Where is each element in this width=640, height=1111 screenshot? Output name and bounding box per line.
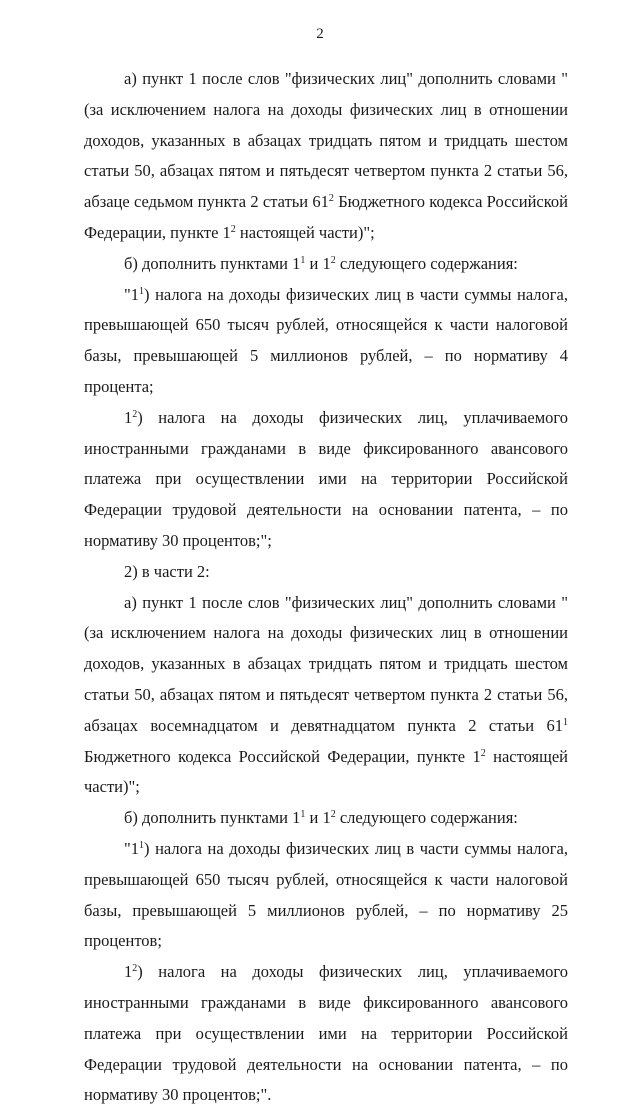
superscript: 1	[139, 285, 144, 297]
text-run: ) налога на доходы физических лиц в части суммы налога, превышающей 650 тысяч рублей, относящейся к части налоговой базы, превышающей 5 миллионов рублей, – по нормативу 25 процентов;	[84, 838, 568, 951]
superscript: 2	[230, 223, 236, 235]
text-run: 1	[124, 407, 133, 427]
text-run: а) пункт 1 после слов "физических лиц" дополнить словами "(за исключением налога на доходы физических лиц в отношении доходов, указанных в абзацах тридцать пятом и тридцать шестом статьи 50, абзацах пятом и пятьдесят четвертом пункта 2 статьи 56, абзацах восемнадцатом и девятнадцатом пункта 2 статьи 61	[84, 592, 568, 735]
superscript: 1	[300, 809, 306, 821]
text-run: и 1	[305, 253, 331, 273]
superscript: 2	[330, 254, 336, 266]
superscript: 2	[330, 809, 336, 821]
text-run: б) дополнить пунктами 1	[124, 808, 301, 828]
superscript: 1	[563, 716, 568, 728]
paragraph-item-1-1-part1	[84, 280, 568, 403]
paragraph-item-1-1-part2	[84, 834, 568, 957]
text-run: Бюджетного кодекса Российской Федерации, пункте 1	[84, 192, 568, 242]
text-run: а) пункт 1 после слов "физических лиц" дополнить словами "(за исключением налога на доходы физических лиц в отношении доходов, указанных в абзацах тридцать пятом и тридцать шестом статьи 50, абзацах пятом и пятьдесят четвертом пункта 2 статьи 56, абзаце седьмом пункта 2 статьи 61	[84, 69, 568, 212]
superscript: 1	[300, 254, 306, 266]
superscript: 2	[328, 193, 334, 205]
superscript: 2	[480, 747, 486, 759]
text-run: 2) в части 2:	[124, 561, 210, 581]
document-body	[84, 64, 568, 1111]
text-run: следующего содержания:	[335, 808, 518, 828]
superscript: 1	[139, 839, 144, 851]
text-run: ) налога на доходы физических лиц, уплачиваемого иностранными гражданами в виде фиксированного авансового платежа при осуществлении ими на территории Российской Федерации трудовой деятельности на основании патента, – по нормативу 30 процентов;";	[84, 407, 568, 550]
text-run: настоящей части)";	[235, 222, 375, 242]
text-run: ) налога на доходы физических лиц, уплачиваемого иностранными гражданами в виде фиксированного авансового платежа при осуществлении ими на территории Российской Федерации трудовой деятельности на основании патента, – по нормативу 30 процентов;".	[84, 962, 568, 1105]
paragraph-amend-2b	[84, 803, 568, 834]
text-run: ) налога на доходы физических лиц в части суммы налога, превышающей 650 тысяч рублей, относящейся к части налоговой базы, превышающей 5 миллионов рублей, – по нормативу 4 процента;	[84, 284, 568, 396]
page-number: 2	[316, 26, 324, 42]
text-run: "1	[124, 838, 139, 858]
text-run: б) дополнить пунктами 1	[124, 253, 301, 273]
paragraph-amend-1a	[84, 64, 568, 249]
text-run: настоящей части)";	[84, 746, 569, 797]
paragraph-part-2-heading	[84, 557, 568, 588]
paragraph-amend-1b	[84, 249, 568, 280]
paragraph-amend-2a	[84, 588, 568, 804]
text-run: "1	[124, 284, 139, 304]
superscript: 2	[132, 963, 138, 975]
paragraph-item-1-2-part1	[84, 403, 568, 557]
text-run: следующего содержания:	[335, 253, 518, 273]
superscript: 2	[132, 408, 138, 420]
text-run: 1	[124, 962, 133, 982]
text-run: и 1	[305, 808, 331, 828]
paragraph-item-1-2-part2	[84, 957, 568, 1111]
text-run: Бюджетного кодекса Российской Федерации, пункте 1	[84, 746, 481, 766]
